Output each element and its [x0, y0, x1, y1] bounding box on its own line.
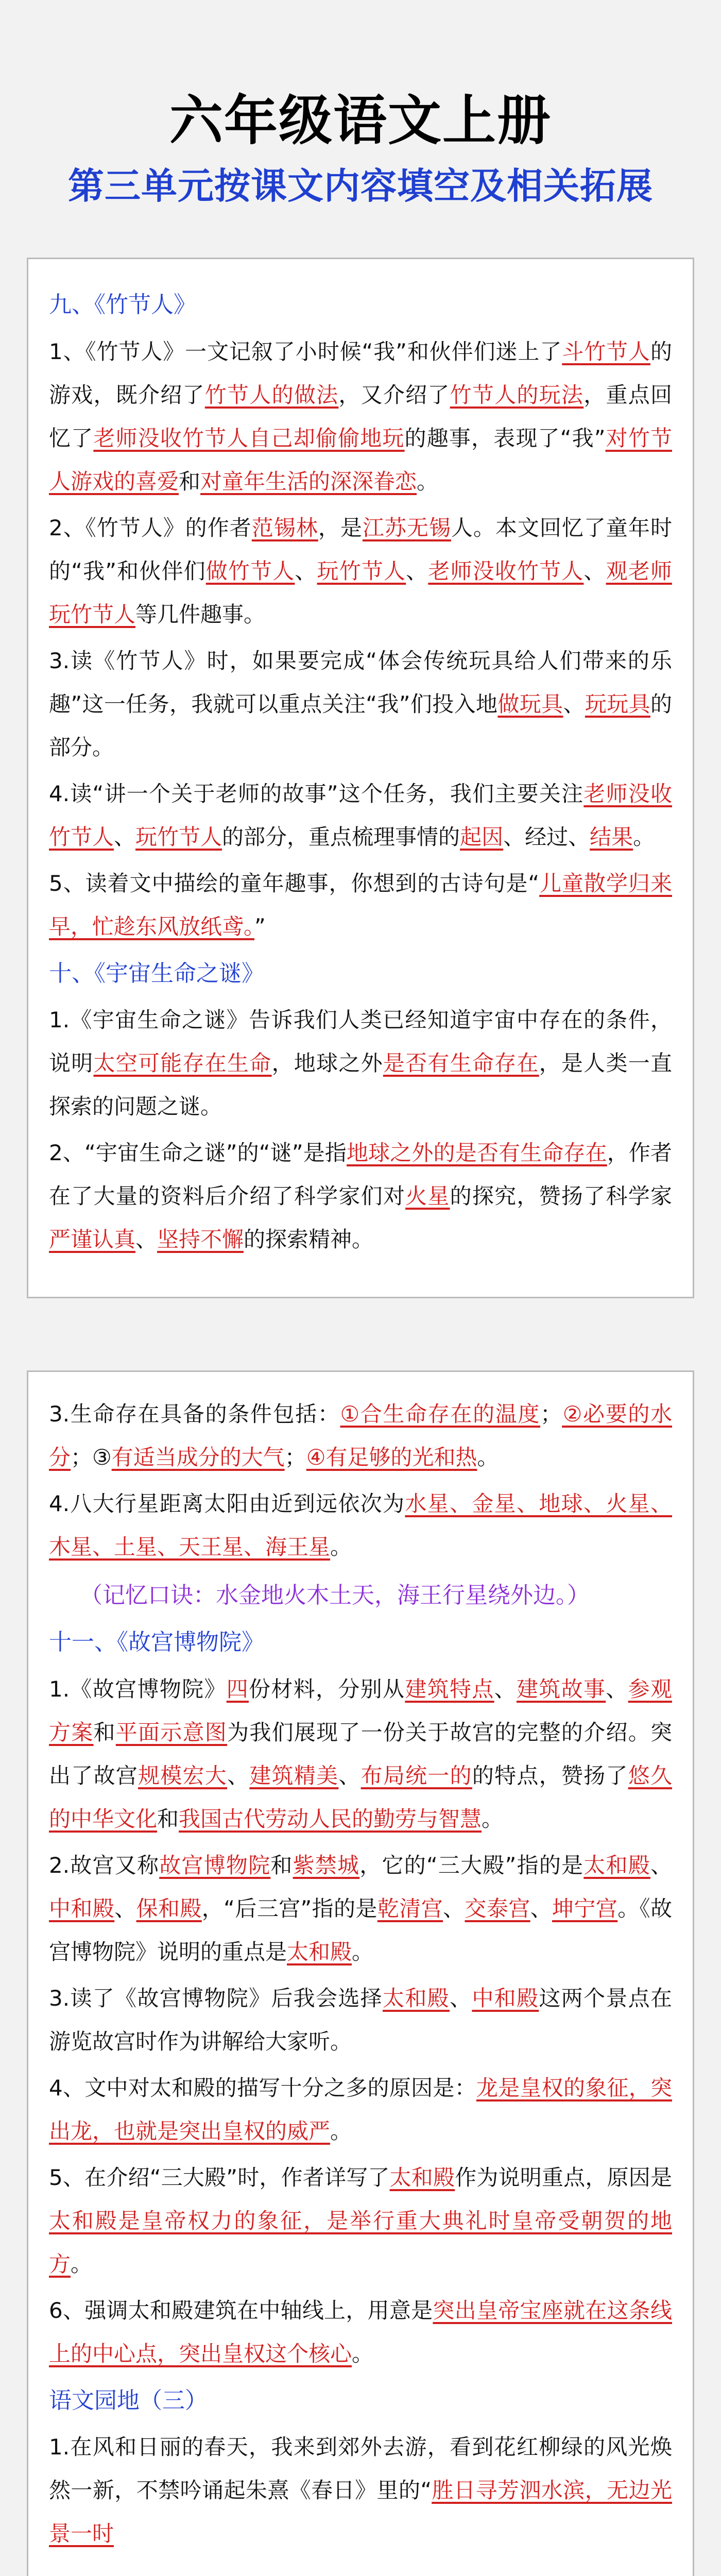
answer-text: 玩玩具	[585, 691, 650, 717]
section-heading: 十、《宇宙生命之谜》	[49, 960, 264, 987]
answer-text: 是否有生命存在	[383, 1050, 539, 1076]
question-text: 、	[406, 558, 428, 584]
question-text: 的趣事，表现了“我”	[404, 425, 606, 451]
section-heading: 语文园地（三）	[49, 2387, 208, 2414]
answer-text: 太和殿	[383, 1985, 450, 2011]
answer-text: 突出皇帝宝座就在这条线上的中心点，突出皇权这个核心	[49, 2297, 672, 2366]
answer-text: 龙是皇权的象征，突出龙，也就是突出皇权的威严	[49, 2075, 672, 2144]
question-text: 1.《宇宙生命之谜》告诉我们人类已经知道宇宙中存在的条件，说明	[49, 1007, 672, 1076]
question-text: 的探究，赞扬了科学家	[450, 1183, 672, 1209]
question-text: ；	[540, 1401, 562, 1427]
question-text: 、	[295, 558, 317, 584]
fill-in-paragraph	[49, 998, 672, 1128]
fill-in-paragraph	[49, 1131, 672, 1261]
question-text: 和	[270, 1852, 293, 1878]
answer-text: ④有足够的光和热	[306, 1445, 477, 1470]
question-text: 。	[477, 1445, 499, 1470]
question-text: 、	[450, 1985, 472, 2011]
question-text: ，是	[318, 515, 363, 540]
question-text: ；③	[71, 1445, 112, 1470]
answer-text: 坤宁宫	[552, 1895, 618, 1921]
question-text: ”	[254, 913, 266, 939]
answer-text: 做竹节人	[205, 558, 295, 584]
question-text: 。	[352, 1939, 374, 1964]
question-text: 、	[530, 1895, 553, 1921]
answer-text: 起因	[460, 824, 504, 850]
question-text: 。	[482, 1806, 504, 1832]
answer-text: 竹节人的玩法	[450, 382, 584, 408]
question-text: 的游戏，既介绍了	[49, 338, 672, 408]
question-text: 2、“宇宙生命之谜”的“谜”是指	[49, 1140, 347, 1166]
fill-in-paragraph	[49, 506, 672, 636]
answer-text: 水星、金星、地球、火星、木星、土星、天王星、海王星	[49, 1491, 672, 1560]
question-text: ；	[284, 1445, 306, 1470]
question-text: 4、文中对太和殿的描写十分之多的原因是：	[49, 2075, 476, 2100]
question-text: 。	[417, 468, 439, 494]
answer-text: 坚持不懈	[157, 1227, 244, 1252]
question-text: 3.读了《故宫博物院》后我会选择	[49, 1985, 383, 2011]
answer-text: 斗竹节人	[562, 338, 650, 364]
question-text: 2、《竹节人》的作者	[49, 515, 252, 540]
answer-text: 竹节人的做法	[204, 382, 339, 408]
answer-text: 对童年生活的深深眷恋	[200, 468, 417, 494]
answer-text: 保和殿	[136, 1895, 202, 1921]
question-text: 1.在风和日丽的春天，我来到郊外去游，看到花红柳绿的风光焕然一新，不禁吟诵起朱熹《春日》里的“	[49, 2434, 672, 2503]
question-text: 4.读“讲一个关于老师的故事”这个任务，我们主要关注	[49, 781, 584, 806]
answer-text: 做玩具	[497, 691, 563, 717]
question-text: 、	[114, 1895, 136, 1921]
answer-text: 参观方案	[49, 1676, 672, 1745]
content-card-1	[27, 258, 694, 1298]
question-text: ，作者在了大量的资料后介绍了科学家们对	[49, 1140, 672, 1209]
question-text: 、	[606, 1676, 628, 1702]
fill-in-paragraph	[49, 639, 672, 769]
answer-text: 布局统一的	[360, 1762, 472, 1788]
question-text: 、	[227, 1762, 250, 1788]
question-text: 1.《故宫博物院》	[49, 1676, 227, 1702]
question-text: ，是人类一直探索的问题之谜。	[49, 1050, 672, 1120]
question-text: 。	[71, 2251, 93, 2277]
fill-in-paragraph	[49, 2426, 672, 2555]
question-text: 4.八大行星距离太阳由近到远依次为	[49, 1491, 405, 1516]
question-text: 、	[114, 824, 136, 850]
question-text: 、	[650, 1852, 672, 1878]
answer-text: 乾清宫	[377, 1895, 443, 1921]
fill-in-paragraph	[49, 2289, 672, 2376]
fill-in-paragraph	[49, 1393, 672, 1479]
question-text: 3.生命存在具备的条件包括：	[49, 1401, 340, 1427]
answer-text: 严谨认真	[49, 1227, 136, 1252]
page-subtitle: 第三单元按课文内容填空及相关拓展	[68, 165, 653, 207]
answer-text: 有适当成分的大气	[111, 1445, 285, 1470]
question-text: 。	[330, 1534, 352, 1560]
question-text: 、	[443, 1895, 465, 1921]
question-text: 的部分。	[49, 691, 672, 760]
question-text: 为我们展现了一份关于故宫的完整的介绍。突出了故宫	[49, 1719, 672, 1788]
question-text: 、	[563, 691, 585, 717]
question-text: ，它的“三大殿”指的是	[359, 1852, 584, 1878]
fill-in-paragraph	[49, 1844, 672, 1974]
answer-text: 儿童散学归来早，忙趁东风放纸鸢。	[49, 870, 672, 939]
content-card-2	[27, 1370, 694, 2576]
answer-text: 太空可能存在生命	[93, 1050, 272, 1076]
question-text: 5、读着文中描绘的童年趣事，你想到的古诗句是“	[49, 870, 540, 896]
answer-text: 平面示意图	[115, 1719, 228, 1745]
question-text: 的特点，赞扬了	[472, 1762, 628, 1788]
answer-text: 交泰宫	[465, 1895, 530, 1921]
answer-text: 四	[226, 1676, 249, 1702]
answer-text: 建筑精美	[249, 1762, 339, 1788]
question-text: ，重点回忆了	[49, 382, 672, 451]
question-text: 2.故宫又称	[49, 1852, 160, 1878]
answer-text: ②必要的水分	[49, 1401, 673, 1470]
answer-text: ①合生命存在的温度	[340, 1401, 541, 1427]
question-text: 6、强调太和殿建筑在中轴线上，用意是	[49, 2297, 433, 2323]
fill-in-paragraph	[49, 2156, 672, 2286]
question-text: 份材料，分别从	[249, 1676, 405, 1702]
answer-text: 老师没收竹节人	[428, 558, 584, 584]
question-text: 和	[157, 1806, 179, 1832]
answer-text: 我国古代劳动人民的勤劳与智慧	[179, 1806, 482, 1832]
fill-in-paragraph	[49, 1668, 672, 1841]
answer-text: 故宫博物院	[159, 1852, 271, 1878]
question-text: 3.读《竹节人》时，如果要完成“体会传统玩具给人们带来的乐趣”这一任务，我就可以重点关注“我”们投入地	[49, 648, 672, 717]
answer-text: 胜日寻芳泗水滨，无边光景一时	[49, 2478, 672, 2547]
answer-text: 太和殿	[389, 2164, 455, 2190]
fill-in-paragraph	[49, 330, 672, 503]
question-text: 、	[494, 1676, 517, 1702]
answer-text: 玩竹节人	[135, 824, 222, 850]
fill-in-paragraph	[49, 1482, 672, 1569]
fill-in-paragraph	[49, 2066, 672, 2153]
page-title: 六年级语文上册	[169, 89, 552, 152]
question-text: 、经过、	[503, 824, 590, 850]
fill-in-paragraph	[49, 772, 672, 859]
question-text: 这两个景点在游览故宫时作为讲解给大家听。	[49, 1985, 672, 2054]
answer-text: 老师没收竹节人	[49, 781, 672, 850]
answer-text: 结果	[590, 824, 633, 850]
answer-text: 地球之外的是否有生命存在	[347, 1140, 607, 1166]
question-text: 5、在介绍“三大殿”时，作者详写了	[49, 2164, 390, 2190]
question-text: 等几件趣事。	[135, 601, 266, 627]
fill-in-paragraph	[49, 1977, 672, 2063]
memory-tip: （记忆口诀：水金地火木土天，海王行星绕外边。）	[80, 1582, 590, 1608]
section-heading: 九、《竹节人》	[49, 292, 196, 318]
answer-text: 紫禁城	[293, 1852, 360, 1878]
answer-text: 太和殿是皇帝权力的象征，是举行重大典礼时皇帝受朝贺的地方	[49, 2208, 672, 2277]
question-text: 1、《竹节人》一文记叙了小时候“我”和伙伴们迷上了	[49, 338, 562, 364]
section-heading: 十一、《故宫博物院》	[49, 1629, 264, 1655]
answer-text: 范锡林	[251, 515, 318, 540]
answer-text: 老师没收竹节人自己却偷偷地玩	[93, 425, 405, 451]
question-text: 作为说明重点，原因是	[455, 2164, 672, 2190]
question-text: ，“后三宫”指的是	[201, 1895, 377, 1921]
question-text: 、	[338, 1762, 361, 1788]
answer-text: 中和殿	[472, 1985, 539, 2011]
question-text: 人。本文回忆了童年时的“我”和伙伴们	[49, 515, 672, 584]
question-text: 、	[135, 1227, 158, 1252]
answer-text: 规模宏大	[138, 1762, 228, 1788]
question-text: 、	[583, 558, 606, 584]
question-text: 的部分，重点梳理事情的	[222, 824, 460, 850]
question-text: ，地球之外	[271, 1050, 383, 1076]
answer-text: 建筑特点	[405, 1676, 494, 1702]
answer-text: 中和殿	[49, 1895, 115, 1921]
answer-text: 太和殿	[287, 1939, 352, 1964]
answer-text: 玩竹节人	[317, 558, 406, 584]
question-text: 。《故宫博物院》说明的重点是	[49, 1895, 672, 1964]
question-text: 和	[93, 1719, 116, 1745]
answer-text: 太和殿	[583, 1852, 650, 1878]
question-text: 。	[330, 2118, 352, 2144]
question-text: ，又介绍了	[338, 382, 450, 408]
answer-text: 观老师玩竹节人	[49, 558, 672, 627]
question-text: 。	[352, 2341, 374, 2366]
answer-text: 对竹节人游戏的喜爱	[49, 425, 672, 494]
answer-text: 江苏无锡	[362, 515, 451, 540]
question-text: 和	[179, 468, 201, 494]
answer-text: 建筑故事	[516, 1676, 606, 1702]
question-text: 。	[633, 824, 655, 850]
answer-text: 火星	[405, 1183, 450, 1209]
answer-text: 悠久的中华文化	[49, 1762, 672, 1832]
fill-in-paragraph	[49, 862, 672, 948]
question-text: 的探索精神。	[244, 1227, 374, 1252]
